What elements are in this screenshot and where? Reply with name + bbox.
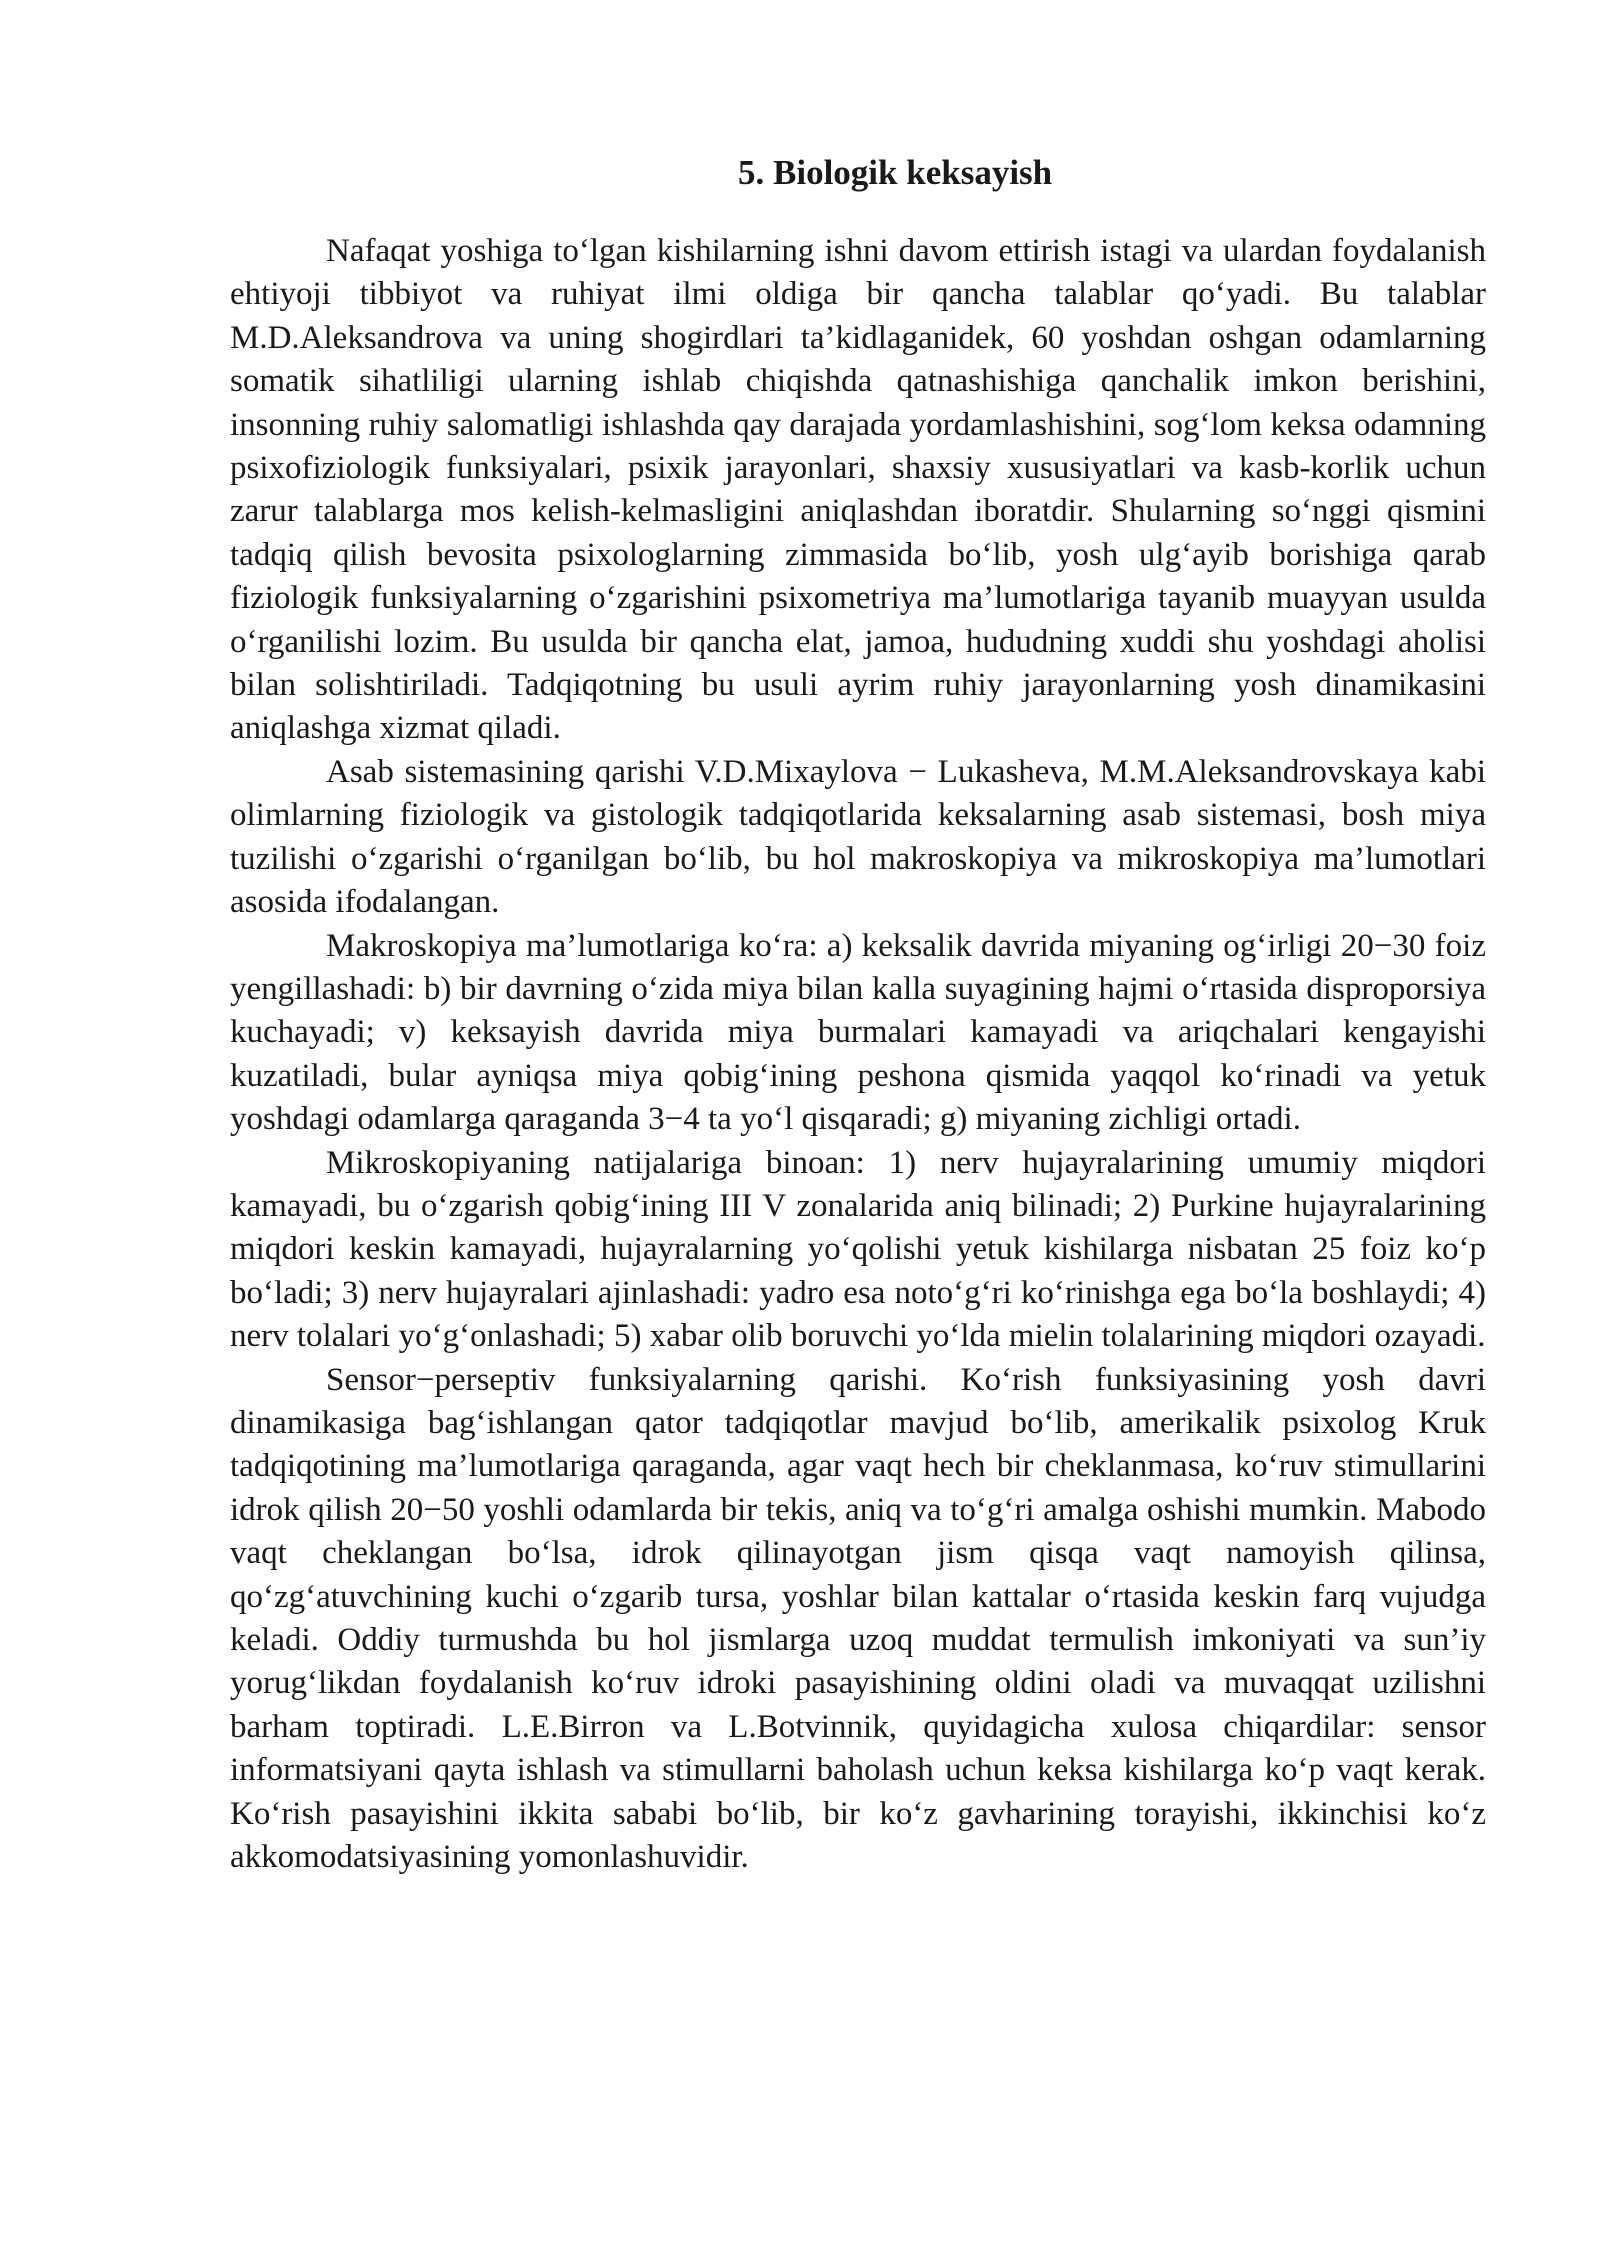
paragraph-sensory-perceptive: Sensor−perseptiv funksiyalarning qarishi. Ko‘rish funksiyasining yosh davri dinamikasiga bag‘ishlangan qator tadqiqotlar mavjud bo‘lib, amerikalik psixolog Kruk tadqiqotining ma’lumotlariga qaraganda, agar vaqt hech bir cheklanmasa, ko‘ruv stimullarini idrok qilish 20−50 yoshli odamlarda bir tekis, aniq va to‘g‘ri amalga oshishi mumkin. Mabodo vaqt cheklangan bo‘lsa, idrok qilinayotgan jism qisqa vaqt namoyish qilinsa, qo‘zg‘atuvchining kuchi o‘zgarib tursa, yoshlar bilan kattalar o‘rtasida keskin farq vujudga keladi. Oddiy turmushda bu hol jismlarga uzoq muddat termulish imkoniyati va sun’iy yorug‘likdan foydalanish ko‘ruv idroki pasayishining oldini oladi va muvaqqat uzilishni barham toptiradi. L.E.Birron va L.Botvinnik, quyidagicha xulosa chiqardilar: sensor informatsiyani qayta ishlash va stimullarni baholash uchun keksa kishilarga ko‘p vaqt kerak. Ko‘rish pasayishini ikkita sababi bo‘lib, bir ko‘z gavharining torayishi, ikkinchisi ko‘z akkomodatsiyasining yomonlashuvidir. — [230, 1361, 1486, 1876]
paragraph-nervous-system: Asab sistemasining qarishi V.D.Mixaylova − Lukasheva, M.M.Aleksandrovskaya kabi olimlarning fiziologik va gistologik tadqiqotlarida keksalarning asab sistemasi, bosh miya tuzilishi o‘zgarishi o‘rganilgan bo‘lib, bu hol makroskopiya va mikroskopiya ma’lumotlari asosida ifodalangan. — [230, 753, 1486, 921]
document-page — [230, 150, 1486, 1879]
section-title: 5. Biologik keksayish — [738, 153, 1053, 192]
paragraph-intro: Nafaqat yoshiga to‘lgan kishilarning ishni davom ettirish istagi va ulardan foydalanish ehtiyoji tibbiyot va ruhiyat ilmi oldiga bir qancha talablar qo‘yadi. Bu talablar M.D.Aleksandrova va uning shogirdlari ta’kidlaganidek, 60 yoshdan oshgan odamlarning somatik sihatliligi ularning ishlab chiqishda qatnashishiga qanchalik imkon berishini, insonning ruhiy salomatligi ishlashda qay darajada yordamlashishini, sog‘lom keksa odamning psixofiziologik funksiyalari, psixik jarayonlari, shaxsiy xususiyatlari va kasb-korlik uchun zarur talablarga mos kelish-kelmasligini aniqlashdan iboratdir. Shularning so‘nggi qismini tadqiq qilish bevosita psixologlarning zimmasida bo‘lib, yosh ulg‘ayib borishiga qarab fiziologik funksiyalarning o‘zgarishini psixometriya ma’lumotlariga tayanib muayyan usulda o‘rganilishi lozim. Bu usulda bir qancha elat, jamoa, hududning xuddi shu yoshdagi aholisi bilan solishtiriladi. Tadqiqotning bu usuli ayrim ruhiy jarayonlarning yosh dinamikasini aniqlashga xizmat qiladi. — [230, 233, 1486, 747]
paragraph-macroscopy: Makroskopiya ma’lumotlariga ko‘ra: a) keksalik davrida miyaning og‘irligi 20−30 foiz yengillashadi: b) bir davrning o‘zida miya bilan kalla suyagining hajmi o‘rtasida disproporsiya kuchayadi; v) keksayish davrida miya burmalari kamayadi va ariqchalari kengayishi kuzatiladi, bular ayniqsa miya qobig‘ining peshona qismida yaqqol ko‘rinadi va yetuk yoshdagi odamlarga qaraganda 3−4 ta yo‘l qisqaradi; g) miyaning zichligi ortadi. — [230, 927, 1486, 1138]
paragraph-microscopy: Mikroskopiyaning natijalariga binoan: 1) nerv hujayralarining umumiy miqdori kamayadi, bu o‘zgarish qobig‘ining III V zonalarida aniq bilinadi; 2) Purkine hujayralarining miqdori keskin kamayadi, hujayralarning yo‘qolishi yetuk kishilarga nisbatan 25 foiz ko‘p bo‘ladi; 3) nerv hujayralari ajinlashadi: yadro esa noto‘g‘ri ko‘rinishga ega bo‘la boshlaydi; 4) nerv tolalari yo‘g‘onlashadi; 5) xabar olib boruvchi yo‘lda mielin tolalarining miqdori ozayadi. — [230, 1144, 1486, 1355]
